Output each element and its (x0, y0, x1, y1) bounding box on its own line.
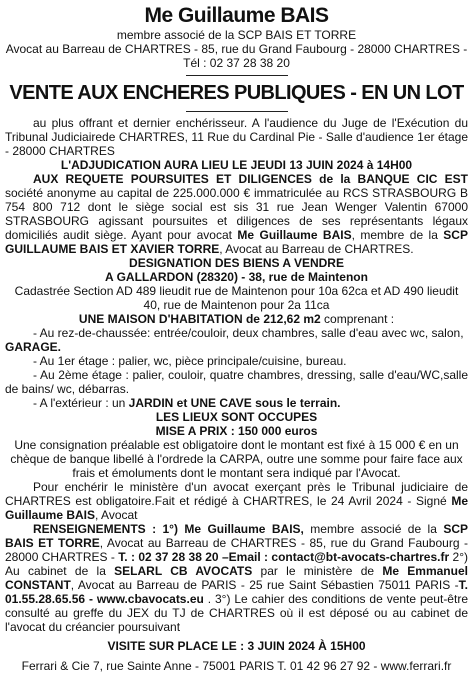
divider (186, 111, 288, 112)
mise-a-prix-text: MISE A PRIX : 150 000 euros (155, 424, 318, 438)
lawyer-address: Avocat au Barreau de CHARTRES - 85, rue du Grand Faubourg - 28000 CHARTRES - (5, 42, 468, 56)
garage-label: GARAGE. (5, 340, 62, 354)
designation-heading (5, 256, 468, 270)
lawyer-phone: Tél : 02 37 28 38 20 (183, 56, 290, 70)
adjudication-text: L'ADJUDICATION AURA LIEU LE JEUDI 13 JUIN 2024 à 14H00 (60, 158, 413, 172)
renseignements-t4: par le ministère de (252, 564, 383, 578)
intro-paragraph: au plus offrant et dernier enchérisseur. A l'audience du Juge de l'Exécution du Tribunal Judiciairede CHARTRES, 11 Rue du Cardinal Pie - Salle d'audience 1er étage - 28000 CHARTRES (5, 116, 468, 158)
consignation-paragraph: Une consignation préalable est obligatoire dont le montant est fixé à 15 000 € en un chèque de banque libellé à l'ordrede la CARPA, outre une somme pour faire face aux frais et émoluments dont le montant sera indiqué par l'Avocat. (10, 438, 463, 480)
exterieur-bold: JARDIN et UNE CAVE sous le terrain. (128, 396, 341, 410)
house-title: UNE MAISON D'HABITATION de 212,62 m2 (78, 312, 321, 326)
renseignements-tel2: T. 01.55.28.65.56 - www.cbavocats.eu (5, 578, 468, 606)
renseignements-lead: RENSEIGNEMENTS : 1°) Me Guillaume BAIS, (33, 522, 304, 536)
garage-text (5, 340, 468, 354)
encherir-suffix: , Avocat (95, 508, 138, 522)
renseignements-t6: . 3°) Le cahier des conditions de vente peut-être consulté au greffe du JEX du TJ de CHARTRES où il est déposé ou au cabinet de l'avocat du créancier poursuivant (5, 592, 468, 634)
renseignements-contact: T. : 02 37 28 38 20 –Email : contact@bt-avocats-chartres.fr (118, 550, 450, 564)
renseignements-t5: , Avocat au Barreau de PARIS - 25 rue Saint Sébastien 75011 PARIS - (70, 578, 459, 592)
etage1-text: - Au 1er étage : palier, wc, pièce principale/cuisine, bureau. (33, 354, 347, 368)
requete-lead: AUX REQUETE POURSUITES ET DILIGENCES de la BANQUE CIC EST (33, 172, 468, 186)
renseignements-selarl: SELARL CB AVOCATS (114, 564, 253, 578)
house-suffix: comprenant : (320, 312, 395, 326)
encherir-text: Pour enchérir le ministère d'un avocat exerçant près le Tribunal judiciaire de CHARTRES est obligatoire.Fait et rédigé à CHARTRES, le 24 Avril 2024 - Signé (5, 480, 468, 508)
renseignements-t3: 2°) Au cabinet de la (5, 550, 468, 578)
publisher-footer: Ferrari & Cie 7, rue Sainte Anne - 75001 PARIS T. 01 42 96 27 92 - www.ferrari.fr (21, 659, 452, 673)
encherir-paragraph (5, 480, 468, 522)
adjudication-date (5, 158, 468, 172)
exterieur-prefix: - A l'extérieur : un (33, 396, 129, 410)
cadastre-text: Cadastrée Section AD 489 lieudit rue de Maintenon pour 10a 62ca et AD 490 lieudit 40, rue de Maintenon pour 2a 11ca (14, 284, 459, 312)
renseignements-constant: Me Emmanuel CONSTANT (5, 564, 468, 592)
property-location-text: A GALLARDON (28320) - 38, rue de Maintenon (105, 270, 368, 284)
visite-text: VISITE SUR PLACE LE : 3 JUIN 2024 À 15H00 (107, 639, 366, 653)
requete-text1: société anonyme au capital de 225.000.000 € immatriculée au RCS STRASBOURG B 754 800 712 dont le siège social est sis 31 rue Jean Wenger Valentin 67000 STRASBOURG agissant poursuites et diligences de ses représentants légaux domiciliés audit siège. Ayant pour avocat (5, 186, 468, 242)
etage2-text: - Au 2ème étage : palier, couloir, quatre chambres, dressing, salle d'eau/WC,salle de bains/ wc, débarras. (5, 368, 468, 396)
rdc-text: - Au rez-de-chaussée: entrée/couloir, deux chambres, salle d'eau avec wc, salon, (33, 326, 464, 340)
renseignements-t2: , Avocat au Barreau de CHARTRES - 85, rue du Grand Faubourg - 28000 CHARTRES - (5, 536, 468, 564)
requete-text3: , Avocat au Barreau de CHARTRES. (219, 242, 414, 256)
requete-text2: , membre de la (351, 228, 444, 242)
divider (186, 75, 288, 76)
house-description (5, 312, 468, 326)
visite-date (5, 639, 468, 653)
mise-a-prix (5, 424, 468, 438)
lawyer-name: Me Guillaume BAIS (144, 4, 329, 27)
property-location (5, 270, 468, 284)
exterieur-text (5, 396, 468, 410)
occupation-text: LES LIEUX SONT OCCUPES (155, 410, 318, 424)
requete-scp: SCP GUILLAUME BAIS ET XAVIER TORRE (5, 228, 468, 256)
notice-title: VENTE AUX ENCHERES PUBLIQUES - EN UN LOT (9, 82, 464, 104)
renseignements-paragraph (5, 522, 468, 634)
occupation-status (5, 410, 468, 424)
lawyer-membership: membre associé de la SCP BAIS ET TORRE (116, 28, 357, 42)
renseignements-t1: membre associé de la (303, 522, 444, 536)
designation-heading-text: DESIGNATION DES BIENS A VENDRE (129, 256, 344, 270)
encherir-signature: Me Guillaume BAIS (5, 494, 468, 522)
requete-paragraph (5, 172, 468, 256)
requete-lawyer: Me Guillaume BAIS (237, 228, 352, 242)
renseignements-scp: SCP BAIS ET TORRE (5, 522, 468, 550)
